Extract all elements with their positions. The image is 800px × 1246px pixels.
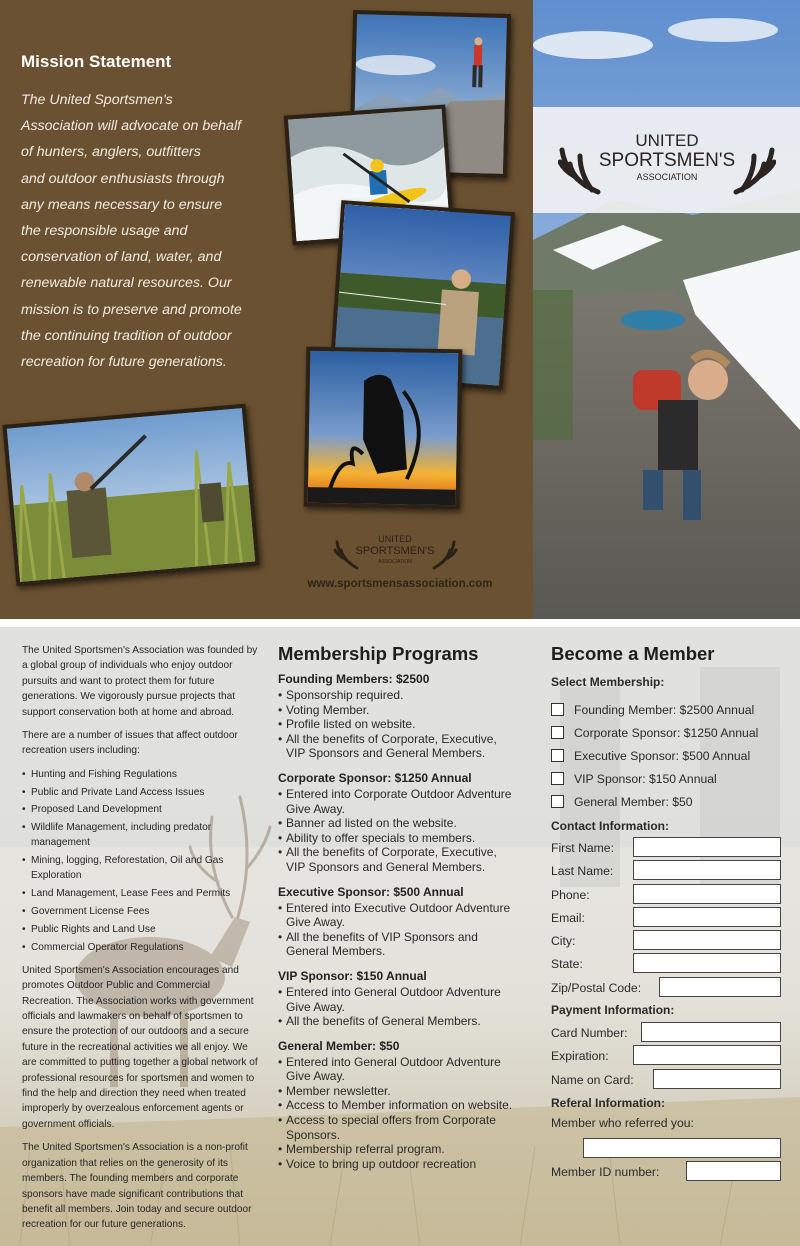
first-name-field	[551, 837, 781, 860]
program-general	[278, 1039, 518, 1172]
list-item: • Access to special offers from Corporate Sponsors.	[278, 1113, 518, 1142]
list-item: • Public Rights and Land Use	[22, 922, 260, 937]
logo-line2: SPORTSMEN'S	[598, 150, 736, 171]
state-input[interactable]	[633, 953, 781, 973]
mission-line: mission is to preserve and promote	[21, 301, 242, 318]
mission-line: and outdoor enthusiasts through	[21, 170, 225, 187]
list-item: • All the benefits of Corporate, Executive, VIP Sponsors and General Members.	[278, 732, 518, 761]
option-label: Executive Sponsor: $500 Annual	[574, 748, 751, 763]
form-heading: Become a Member	[551, 643, 715, 664]
program-title: Founding Members: $2500	[278, 672, 430, 686]
field-label: Card Number:	[551, 1026, 628, 1041]
card-number-field	[551, 1022, 781, 1045]
city-input[interactable]	[633, 930, 781, 950]
option-label: Corporate Sponsor: $1250 Annual	[574, 725, 759, 740]
phone-field	[551, 884, 781, 907]
referred-by-label: Member who referred you:	[551, 1115, 694, 1130]
list-item: • Ability to offer specials to members.	[278, 831, 518, 846]
list-item: • Land Management, Lease Fees and Permits	[22, 886, 260, 901]
brochure-front	[0, 0, 800, 619]
expiration-field	[551, 1045, 781, 1068]
list-item: • All the benefits of Corporate, Executive, VIP Sponsors and General Members.	[278, 845, 518, 874]
zip-input[interactable]	[659, 977, 781, 997]
checkbox[interactable]	[551, 726, 564, 739]
referral-info-title: Referal Information:	[551, 1095, 666, 1110]
program-title: VIP Sponsor: $150 Annual	[278, 968, 427, 983]
option-label: VIP Sponsor: $150 Annual	[574, 771, 717, 786]
mission-title: Mission Statement	[21, 52, 172, 71]
referred-by-input[interactable]	[583, 1138, 781, 1158]
list-item: • Proposed Land Development	[22, 802, 260, 817]
field-label: Phone:	[551, 887, 590, 902]
mission-line: the responsible usage and	[21, 223, 188, 240]
about-intro: The United Sportsmen's Association was founded by a global group of individuals who enjoy outdoor pursuits and want to protect them for future generations. We vigorously pursue projects that support conservation both at home and abroad.	[22, 645, 258, 718]
member-id-field	[551, 1161, 781, 1184]
advocacy-paragraph: United Sportsmen's Association encourages and promotes Outdoor Public and Commercial Recreation. The Association works with government officials and lawmakers on behalf of sportsmen to ensure the protection of our outdoors and a secure future in the recreational activities we all enjoy. We are committed to putting together a global network of professional resources for sportsmen and women to find the help and direction they need when treated improperly by overzealous enforcement agents or government officials.	[22, 964, 258, 1130]
logo-line1: UNITED	[635, 131, 699, 150]
field-label: Expiration:	[551, 1049, 609, 1064]
option-label: General Member: $50	[574, 794, 693, 809]
list-item: • Entered into General Outdoor Adventure Give Away.	[278, 985, 518, 1014]
list-item: • All the benefits of VIP Sponsors and General Members.	[278, 930, 518, 959]
email-field	[551, 907, 781, 930]
mission-line: Association will advocate on behalf	[21, 118, 242, 135]
member-id-input[interactable]	[686, 1161, 781, 1181]
checkbox[interactable]	[551, 795, 564, 808]
list-item: • Voice to bring up outdoor recreation	[278, 1157, 518, 1172]
issues-intro: There are a number of issues that affect outdoor recreation users including:	[22, 730, 238, 757]
list-item: • Hunting and Fishing Regulations	[22, 767, 260, 782]
list-item: • All the benefits of General Members.	[278, 1014, 518, 1029]
logo-line3: ASSOCIATION	[636, 172, 698, 182]
card-number-input[interactable]	[641, 1022, 781, 1042]
zip-field	[551, 977, 781, 1000]
field-label: First Name:	[551, 841, 614, 855]
mission-line: renewable natural resources. Our	[21, 275, 232, 292]
mission-line: the continuing tradition of outdoor	[21, 327, 232, 344]
referred-by-field	[551, 1136, 781, 1161]
membership-form	[551, 643, 781, 1184]
email-input[interactable]	[633, 907, 781, 927]
nonprofit-paragraph: The United Sportsmen's Association is a non-profit organization that relies on the generosity of its members. The founding members and corporate sponsors have made significant contributions that benefit all members. Join today and secure outdoor recreation for our future generations.	[22, 1142, 252, 1231]
list-item: • Banner ad listed on the website.	[278, 816, 518, 831]
select-membership-title: Select Membership:	[551, 675, 665, 689]
contact-info-title: Contact Information:	[551, 819, 669, 833]
city-field	[551, 930, 781, 953]
list-item: • Wildlife Management, including predator management	[22, 820, 260, 850]
checkbox[interactable]	[551, 772, 564, 785]
membership-option-general[interactable]	[551, 790, 781, 813]
united-sportsmens-logo	[558, 124, 776, 196]
website-url[interactable]: www.sportsmensassociation.com	[307, 578, 493, 590]
small-logo-line1: UNITED	[378, 534, 412, 544]
brochure-inside	[0, 627, 800, 1246]
field-label: Name on Card:	[551, 1072, 634, 1087]
child-hiking-photo	[533, 0, 800, 619]
list-item: • Mining, logging, Reforestation, Oil and Gas Exploration	[22, 853, 260, 883]
issues-list	[22, 767, 260, 955]
state-field	[551, 953, 781, 976]
programs-heading: Membership Programs	[278, 643, 479, 664]
payment-info-title: Payment Information:	[551, 1003, 675, 1018]
about-column	[22, 643, 260, 1241]
small-antler-logo	[333, 528, 458, 572]
membership-programs-column	[278, 643, 518, 1181]
membership-option-corporate[interactable]	[551, 721, 781, 744]
duck-hunter-photo	[2, 404, 259, 587]
field-label: Email:	[551, 910, 585, 925]
name-on-card-field	[551, 1069, 781, 1092]
program-title: Executive Sponsor: $500 Annual	[278, 884, 464, 899]
list-item: • Access to Member information on website.	[278, 1098, 518, 1113]
program-founding	[278, 672, 518, 761]
checkbox[interactable]	[551, 749, 564, 762]
program-executive	[278, 885, 518, 959]
list-item: • Entered into General Outdoor Adventure Give Away.	[278, 1055, 518, 1084]
list-item: • Membership referral program.	[278, 1142, 518, 1157]
mission-line: any means necessary to ensure	[21, 196, 223, 213]
small-logo-line2: SPORTSMEN'S	[355, 545, 435, 557]
program-corporate	[278, 771, 518, 875]
option-label: Founding Member: $2500 Annual	[574, 702, 755, 717]
list-item: • Government License Fees	[22, 904, 260, 919]
program-title: Corporate Sponsor: $1250 Annual	[278, 770, 472, 785]
mission-line: conservation of land, water, and	[21, 249, 222, 266]
membership-option-founding[interactable]	[551, 698, 781, 721]
list-item: • Entered into Corporate Outdoor Adventure Give Away.	[278, 787, 518, 816]
list-item: • Commercial Operator Regulations	[22, 940, 260, 955]
program-title: General Member: $50	[278, 1038, 400, 1053]
mission-statement	[21, 87, 261, 375]
membership-option-executive[interactable]	[551, 744, 781, 767]
last-name-input[interactable]	[633, 860, 781, 880]
list-item: • Voting Member.	[278, 703, 518, 718]
first-name-input[interactable]	[633, 837, 781, 857]
field-label: Last Name:	[551, 864, 614, 879]
phone-input[interactable]	[633, 884, 781, 904]
membership-option-vip[interactable]	[551, 767, 781, 790]
small-logo-line3: ASSOCIATION	[378, 559, 412, 565]
list-item: • Entered into Executive Outdoor Adventure Give Away.	[278, 901, 518, 930]
list-item: • Member newsletter.	[278, 1084, 518, 1099]
list-item: • Sponsorship required.	[278, 688, 518, 703]
program-vip	[278, 969, 518, 1029]
mission-line: recreation for future generations.	[21, 354, 227, 371]
list-item: • Profile listed on website.	[278, 717, 518, 732]
list-item: • Public and Private Land Access Issues	[22, 785, 260, 800]
mission-line: The United Sportsmen's	[21, 92, 173, 108]
expiration-input[interactable]	[633, 1045, 781, 1065]
last-name-field	[551, 860, 781, 883]
bow-hunter-photo	[304, 347, 463, 510]
mission-line: of hunters, anglers, outfitters	[21, 144, 201, 161]
field-label: Zip/Postal Code:	[551, 980, 642, 995]
checkbox[interactable]	[551, 703, 564, 716]
field-label: Member ID number:	[551, 1164, 660, 1179]
name-on-card-input[interactable]	[653, 1069, 781, 1089]
field-label: State:	[551, 957, 583, 972]
field-label: City:	[551, 934, 576, 949]
